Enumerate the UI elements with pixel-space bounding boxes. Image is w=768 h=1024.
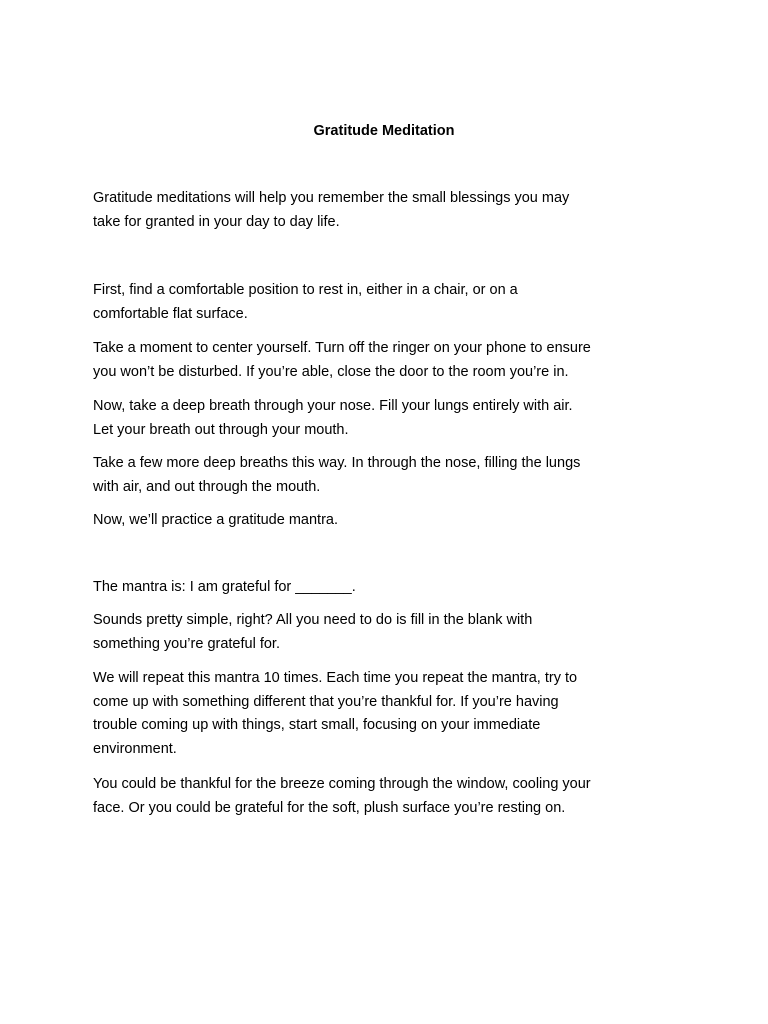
- paragraph-line: something you’re grateful for.: [93, 635, 280, 652]
- paragraph-center-yourself: [93, 337, 683, 384]
- paragraph-mantra: [93, 576, 683, 600]
- paragraph-practice-mantra: [93, 509, 683, 533]
- paragraph-line: trouble coming up with things, start small, focusing on your immediate: [93, 717, 541, 733]
- paragraph-examples: [93, 773, 683, 820]
- paragraph-line: face. Or you could be grateful for the soft, plush surface you’re resting on.: [93, 799, 566, 816]
- paragraph-line: take for granted in your day to day life.: [93, 213, 340, 230]
- paragraph-line: We will repeat this mantra 10 times. Each time you repeat the mantra, try to: [93, 670, 578, 686]
- paragraph-line: you won’t be disturbed. If you’re able, close the door to the room you’re in.: [93, 363, 569, 380]
- paragraph-line: First, find a comfortable position to rest in, either in a chair, or on a: [93, 282, 518, 298]
- paragraph-line: Take a few more deep breaths this way. In through the nose, filling the lungs: [93, 455, 581, 471]
- paragraph-line: Let your breath out through your mouth.: [93, 421, 349, 438]
- paragraph-line: come up with something different that you’re thankful for. If you’re having: [93, 693, 559, 710]
- page-title: Gratitude Meditation: [313, 123, 455, 139]
- paragraph-line: Gratitude meditations will help you remember the small blessings you may: [93, 190, 570, 206]
- paragraph-fill-blank: [93, 609, 683, 656]
- paragraph-line: environment.: [93, 740, 177, 757]
- paragraph-line: You could be thankful for the breeze coming through the window, cooling your: [93, 776, 591, 792]
- paragraph-line: Now, take a deep breath through your nose. Fill your lungs entirely with air.: [93, 398, 573, 414]
- paragraph-more-breaths: [93, 452, 683, 499]
- paragraph-intro: [93, 187, 683, 234]
- paragraph-deep-breath: [93, 395, 683, 442]
- paragraph-repeat-mantra: [93, 667, 683, 761]
- paragraph-line: comfortable flat surface.: [93, 305, 248, 322]
- paragraph-position: [93, 279, 683, 326]
- paragraph-line: Sounds pretty simple, right? All you need to do is fill in the blank with: [93, 612, 533, 628]
- paragraph-line: Take a moment to center yourself. Turn off the ringer on your phone to ensure: [93, 340, 591, 356]
- paragraph-line: with air, and out through the mouth.: [93, 478, 321, 495]
- paragraph-line: The mantra is: I am grateful for _______.: [93, 579, 356, 595]
- paragraph-line: Now, we’ll practice a gratitude mantra.: [93, 512, 338, 528]
